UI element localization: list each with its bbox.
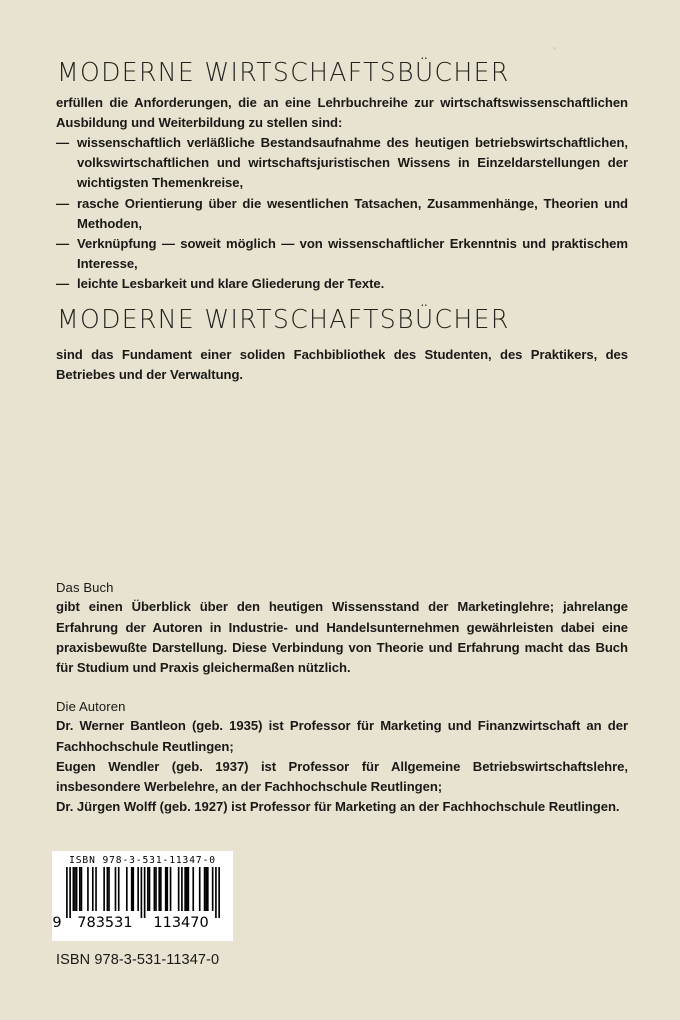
ean13-bars-graphic <box>51 867 226 931</box>
list-item-label: rasche Orientierung über die wesentlichen Tatsachen, Zusammenhänge, Theorien und Methoden, <box>77 195 628 231</box>
author-entry: Eugen Wendler (geb. 1937) ist Professor für Allgemeine Betriebswirtschaftslehre, insbesondere Werbelehre, an der Fachhochschule Reutlingen; <box>56 758 628 795</box>
svg-text:113470: 113470 <box>152 915 209 931</box>
about-book-paragraph: gibt einen Überblick über den heutigen Wissensstand der Marketinglehre; jahrelange Erfahrung der Autoren in Industrie- und Handelsunternehmen gewährleisten dabei eine praxisbewußte Darstellung. Diese Verbindung von Theorie und Erfahrung macht das Buch für Studium und Praxis gleichermaßen nützlich. <box>56 599 628 676</box>
barcode-isbn-label: ISBN 978-3-531-11347-0 <box>69 855 216 866</box>
dash-bullet-icon: — <box>56 195 70 211</box>
dash-bullet-icon: — <box>56 135 70 150</box>
isbn-caption: ISBN 978-3-531-11347-0 <box>56 952 220 968</box>
list-item <box>56 194 628 234</box>
isbn-barcode <box>52 851 233 941</box>
list-item <box>56 274 628 294</box>
list-item <box>56 234 628 274</box>
series-heading-top: MODERNE WIRTSCHAFTSBÜCHER <box>57 58 510 88</box>
intro-paragraph-block <box>56 93 628 133</box>
dash-bullet-icon: — <box>56 276 70 292</box>
list-item-label: Verknüpfung — soweit möglich — von wissenschaftlicher Erkenntnis und praktischem Interesse, <box>77 236 628 272</box>
fundament-paragraph: sind das Fundament einer soliden Fachbibliothek des Studenten, des Praktikers, des Betriebes und der Verwaltung. <box>56 347 628 383</box>
svg-text:783531: 783531 <box>76 915 133 931</box>
author-entry: Dr. Werner Bantleon (geb. 1935) ist Professor für Marketing und Finanzwirtschaft an der Fachhochschule Reutlingen; <box>56 718 628 754</box>
list-item <box>56 133 628 194</box>
print-speck-artifact <box>553 47 556 50</box>
benefits-list <box>56 133 628 295</box>
barcode-bars <box>51 867 227 939</box>
fundament-paragraph-block <box>56 345 628 385</box>
authors-section <box>56 697 628 817</box>
dash-bullet-icon: — <box>56 236 70 252</box>
intro-paragraph: erfüllen die Anforderungen, die an eine Lehrbuchreihe zur wirtschaftswissenschaftlichen Ausbildung und Weiterbildung zu stellen sind: <box>56 95 628 131</box>
list-item-label: leichte Lesbarkeit und klare Gliederung der Texte. <box>77 276 385 292</box>
authors-label: Die Autoren <box>56 699 126 714</box>
about-book-section <box>56 578 628 678</box>
series-heading-bottom: MODERNE WIRTSCHAFTSBÜCHER <box>57 305 510 335</box>
about-book-label: Das Buch <box>56 580 114 595</box>
svg-text:9: 9 <box>51 915 62 931</box>
list-item-label: wissenschaftlich verläßliche Bestandsaufnahme des heutigen betriebswirtschaftlichen, volkswirtschaftlichen und wirtschaftsjuristischen Wissens in Einzeldarstellungen der wichtigsten Themenkreise, <box>77 135 628 191</box>
author-entry: Dr. Jürgen Wolff (geb. 1927) ist Professor für Marketing an der Fachhochschule Reutlingen. <box>56 799 620 815</box>
